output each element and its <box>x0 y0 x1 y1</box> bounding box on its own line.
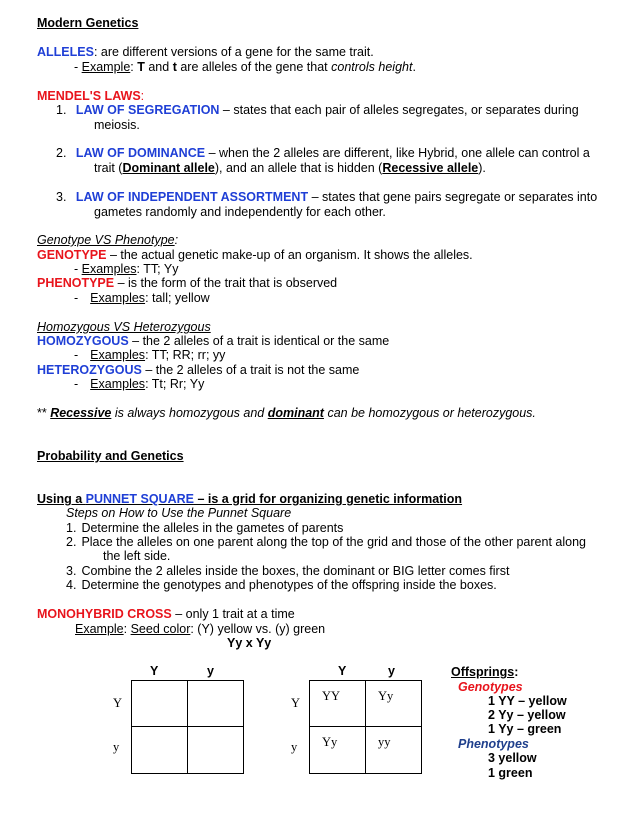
phenotypes-label: Phenotypes <box>458 737 529 751</box>
page-title: Modern Genetics <box>37 16 139 30</box>
dominance-note: ** Recessive is always homozygous and dominant can be homozygous or heterozygous. <box>37 406 536 420</box>
genotype-result: 1 Yy – green <box>488 722 562 736</box>
step-4: 4. Determine the genotypes and phenotypes of the offspring inside the boxes. <box>66 578 497 592</box>
alleles-example: - Example: T and t are alleles of the gene that controls height. <box>74 60 416 74</box>
genotype-examples: - Examples: TT; Yy <box>74 262 179 276</box>
punnet-cell: Yy <box>309 726 366 774</box>
steps-heading: Steps on How to Use the Punnet Square <box>66 506 292 520</box>
law-independent-cont: gametes randomly and independently for each other. <box>94 205 386 219</box>
monohybrid-example: Example: Seed color: (Y) yellow vs. (y) green <box>75 622 326 636</box>
filled-grid-side-2: y <box>291 740 298 754</box>
phenotype-examples: - Examples: tall; yellow <box>74 291 210 305</box>
phenotype-result: 3 yellow <box>488 751 537 765</box>
heterozygous-definition: HETEROZYGOUS – the 2 alleles of a trait is not the same <box>37 363 360 377</box>
filled-grid-side-1: Y <box>291 696 301 710</box>
step-1: 1. Determine the alleles in the gametes of parents <box>66 521 344 535</box>
step-2-cont: the left side. <box>103 549 171 563</box>
cross-notation: Yy x Yy <box>227 636 272 650</box>
empty-grid-side-2: y <box>113 740 120 754</box>
empty-cell <box>131 680 188 727</box>
empty-grid-top-1: Y <box>150 664 159 678</box>
empty-cell <box>187 680 244 727</box>
law-segregation: 1. LAW OF SEGREGATION – states that each pair of alleles segregates, or separates during <box>56 103 579 117</box>
empty-grid-side-1: Y <box>113 696 123 710</box>
law-dominance: 2. LAW OF DOMINANCE – when the 2 alleles are different, like Hybrid, one allele can control a <box>56 146 590 160</box>
alleles-term: ALLELES <box>37 45 94 59</box>
heterozygous-examples: - Examples: Tt; Rr; Yy <box>74 377 205 391</box>
empty-cell <box>131 726 188 774</box>
filled-grid-top-1: Y <box>338 664 347 678</box>
step-2: 2. Place the alleles on one parent along the top of the grid and those of the other parent along <box>66 535 586 549</box>
punnet-cell: Yy <box>365 680 422 727</box>
punnet-cell: yy <box>365 726 422 774</box>
genotypes-label: Genotypes <box>458 680 523 694</box>
homo-hetero-heading: Homozygous VS Heterozygous <box>37 320 211 334</box>
probability-heading: Probability and Genetics <box>37 449 184 463</box>
geno-pheno-heading: Genotype VS Phenotype: <box>37 233 179 247</box>
offspring-heading: Offsprings: <box>451 665 519 679</box>
law-segregation-cont: meiosis. <box>94 118 140 132</box>
homozygous-examples: - Examples: TT; RR; rr; yy <box>74 348 226 362</box>
phenotype-definition: PHENOTYPE – is the form of the trait that is observed <box>37 276 338 290</box>
mendel-heading: MENDEL'S LAWS: <box>37 89 145 103</box>
punnet-heading: Using a PUNNET SQUARE – is a grid for organizing genetic information <box>37 492 463 506</box>
monohybrid-heading: MONOHYBRID CROSS – only 1 trait at a time <box>37 607 295 621</box>
genotype-definition: GENOTYPE – the actual genetic make-up of an organism. It shows the alleles. <box>37 248 473 262</box>
phenotype-result: 1 green <box>488 766 533 780</box>
empty-cell <box>187 726 244 774</box>
step-3: 3. Combine the 2 alleles inside the boxes, the dominant or BIG letter comes first <box>66 564 510 578</box>
punnet-cell: YY <box>309 680 366 727</box>
genotype-result: 1 YY – yellow <box>488 694 567 708</box>
genotype-result: 2 Yy – yellow <box>488 708 566 722</box>
law-dominance-cont: trait (Dominant allele), and an allele that is hidden (Recessive allele). <box>94 161 486 175</box>
homozygous-definition: HOMOZYGOUS – the 2 alleles of a trait is identical or the same <box>37 334 390 348</box>
empty-grid-top-2: y <box>207 664 214 678</box>
law-independent-assortment: 3. LAW OF INDEPENDENT ASSORTMENT – states that gene pairs segregate or separates into <box>56 190 598 204</box>
alleles-definition: ALLELES: are different versions of a gene for the same trait. <box>37 45 374 59</box>
filled-grid-top-2: y <box>388 664 395 678</box>
